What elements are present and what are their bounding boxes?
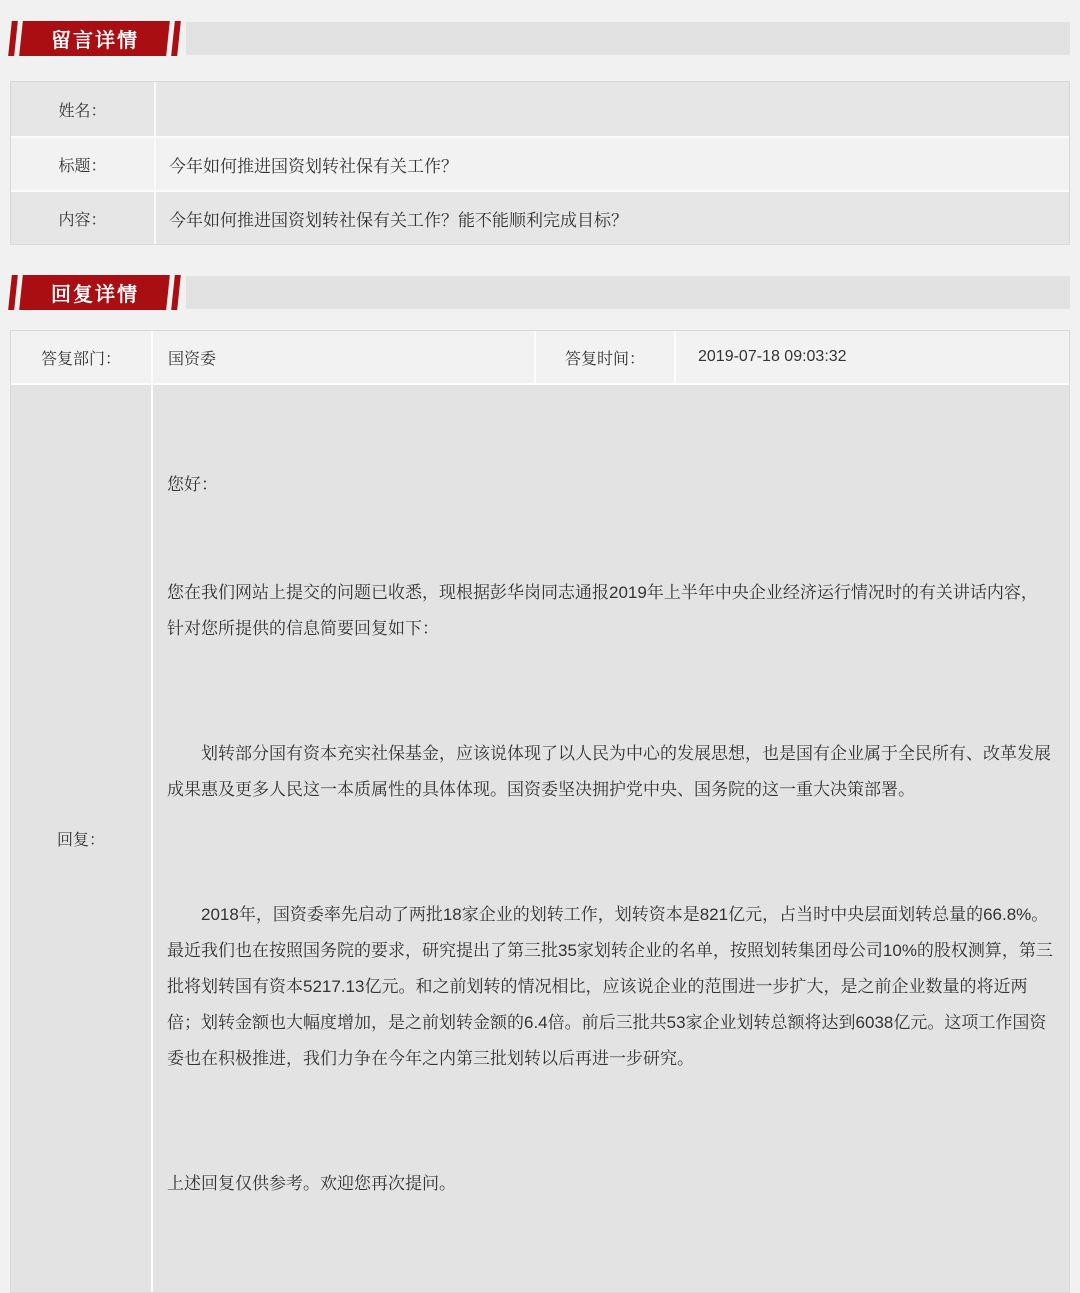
reply-paragraph: 上述回复仅供参考。欢迎您再次提问。 [167,1174,456,1193]
reply-paragraph: 您在我们网站上提交的问题已收悉，现根据彭华岗同志通报2019年上半年中央企业经济运行情况时的有关讲话内容，针对您所提供的信息简要回复如下： [167,583,1038,638]
reply-detail-header [10,275,1070,310]
table-row-title [11,136,1069,190]
table-row-content [11,190,1069,244]
header-gray-bar [186,276,1070,309]
message-detail-title-badge [19,21,170,56]
content-label: 内容： [11,192,156,244]
red-accent-bar-left [8,21,18,56]
message-detail-table [10,81,1070,245]
reply-paragraph: 您好： [167,475,218,494]
title-value: 今年如何推进国资划转社保有关工作？ [169,156,458,176]
name-value [156,82,1069,136]
reply-detail-title: 回复详情 [50,284,139,306]
red-accent-bar-right [171,21,181,56]
red-accent-bar-right [171,275,181,310]
content-value: 今年如何推进国资划转社保有关工作？能不能顺利完成目标？ [169,210,628,230]
reply-department-value: 国资委 [153,331,536,383]
reply-content-row [11,383,1069,1292]
title-label: 标题： [11,138,156,190]
reply-text [153,385,1069,1292]
red-accent-bar-left [8,275,18,310]
reply-detail-table [10,330,1070,1293]
name-label: 姓名： [11,82,156,136]
reply-paragraph: 2018年，国资委率先启动了两批18家企业的划转工作，划转资本是821亿元，占当时中央层面划转总量的66.8%。最近我们也在按照国务院的要求，研究提出了第三批35家划转企业的名单，按照划转集团母公司10%的股权测算，第三批将划转国有资本5217.13亿元。和之前划转的情况相比，应该说企业的范围进一步扩大，是之前企业数量的将近两倍；划转金额也大幅度增加，是之前划转金额的6.4倍。前后三批共53家企业划转总额将达到6038亿元。这项工作国资委也在积极推进，我们力争在今年之内第三批划转以后再进一步研究。 [167,905,1053,1068]
message-detail-header [10,21,1070,56]
reply-detail-title-badge [19,275,170,310]
page-container [0,21,1080,1293]
reply-time-value: 2019-07-18 09:03:32 [698,348,847,365]
table-row-name [11,82,1069,136]
reply-department-label: 答复部门： [11,331,153,383]
reply-meta-row [11,331,1069,383]
reply-time-label: 答复时间： [536,331,676,383]
header-gray-bar [186,22,1070,55]
reply-label: 回复： [11,385,153,1292]
reply-paragraph: 划转部分国有资本充实社保基金，应该说体现了以人民为中心的发展思想，也是国有企业属于全民所有、改革发展成果惠及更多人民这一本质属性的具体体现。国资委坚决拥护党中央、国务院的这一重大决策部署。 [167,744,1051,799]
message-detail-title: 留言详情 [50,30,139,52]
